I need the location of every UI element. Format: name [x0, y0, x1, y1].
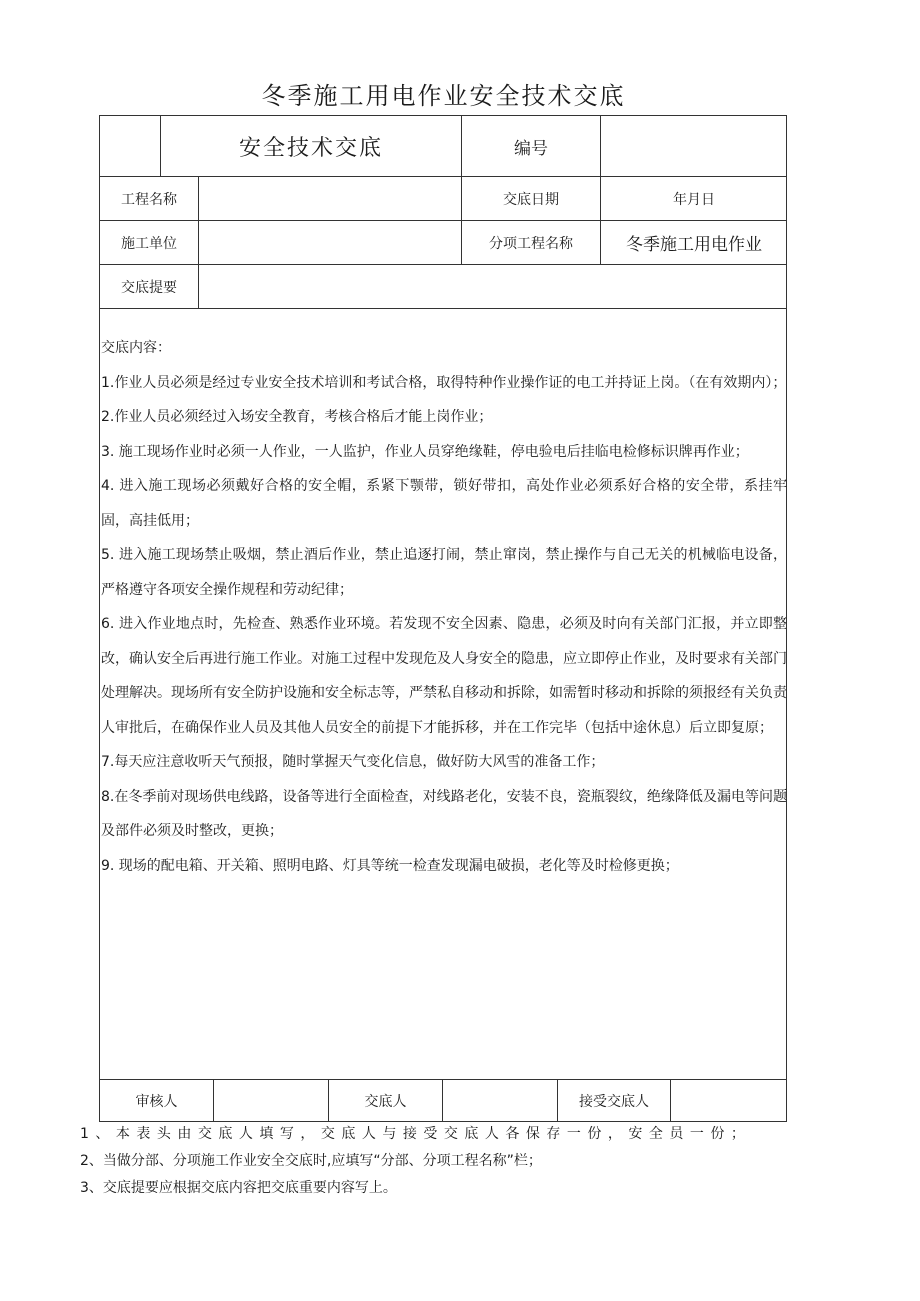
content-item: 8.在冬季前对现场供电线路，设备等进行全面检查，对线路老化，安装不良，瓷瓶裂纹，绝缘降低及漏电等问题及部件必须及时整改，更换；: [101, 788, 787, 839]
footnote: 3、交底提要应根据交底内容把交底重要内容写上。: [80, 1180, 397, 1196]
content-item: 6. 进入作业地点时，先检查、熟悉作业环境。若发现不安全因素、隐患，必须及时向有关部门汇报，并立即整改，确认安全后再进行施工作业。对施工过程中发现危及人身安全的隐患，应立即停止作业，及时要求有关部门处理解决。现场所有安全防护设施和安全标志等，严禁私自移动和拆除，如需暂时移动和拆除的须报经有关负责人审批后，在确保作业人员及其他人员安全的前提下才能拆移，并在工作完毕（包括中途休息）后立即复原；: [101, 616, 787, 736]
content-heading: 交底内容：: [101, 340, 171, 356]
subproject-label: 分项工程名称: [489, 235, 573, 252]
presenter-field[interactable]: [443, 1080, 557, 1122]
content-item: 9. 现场的配电箱、开关箱、照明电路、灯具等统一检查发现漏电破损，老化等及时检修更换；: [101, 857, 679, 874]
form-title: 安全技术交底: [238, 135, 383, 161]
date-field[interactable]: 年月日: [673, 191, 715, 208]
contractor-label: 施工单位: [121, 235, 177, 252]
content-item: 4. 进入施工现场必须戴好合格的安全帽，系紧下颚带，锁好带扣，高处作业必须系好合格的安全带，系挂牢固，高挂低用；: [101, 478, 787, 529]
logo-cell: [100, 116, 160, 176]
date-label: 交底日期: [503, 191, 559, 208]
number-field[interactable]: [601, 116, 787, 176]
receiver-label: 接受交底人: [579, 1094, 649, 1110]
reviewer-label: 审核人: [135, 1094, 178, 1110]
content-item: 1.作业人员必须是经过专业安全技术培训和考试合格，取得特种作业操作证的电工并持证上岗。（在有效期内）；: [101, 374, 787, 391]
document-title: 冬季施工用电作业安全技术交底: [261, 82, 626, 110]
summary-label: 交底提要: [121, 279, 177, 296]
row-divider: [99, 308, 787, 309]
footnotes: [80, 1121, 795, 1202]
project-name-label: 工程名称: [121, 191, 177, 208]
content-item: 2.作业人员必须经过入场安全教育，考核合格后才能上岗作业；: [101, 409, 493, 425]
footnote: 1、本表头由交底人填写，交底人与接受交底人各保存一份，安全员一份；: [80, 1126, 752, 1142]
subproject-field[interactable]: 冬季施工用电作业: [626, 235, 762, 255]
footnote: 2、当做分部、分项施工作业安全交底时,应填写“分部、分项工程名称”栏；: [80, 1153, 542, 1169]
summary-field[interactable]: [199, 265, 787, 308]
content-item: 3. 施工现场作业时必须一人作业，一人监护，作业人员穿绝缘鞋，停电验电后挂临电检修标识牌再作业；: [101, 443, 749, 460]
content-item: 7.每天应注意收听天气预报，随时掌握天气变化信息，做好防大风雪的准备工作；: [101, 754, 605, 770]
contractor-field[interactable]: [199, 221, 461, 264]
project-name-field[interactable]: [199, 177, 461, 220]
content-item: 5. 进入施工现场禁止吸烟，禁止酒后作业，禁止追逐打闹，禁止窜岗，禁止操作与自己无关的机械临电设备，严格遵守各项安全操作规程和劳动纪律；: [101, 547, 787, 598]
disclosure-content: [101, 331, 787, 883]
receiver-field[interactable]: [671, 1080, 787, 1122]
number-label: 编号: [514, 138, 548, 159]
presenter-label: 交底人: [364, 1094, 407, 1110]
reviewer-field[interactable]: [214, 1080, 328, 1122]
